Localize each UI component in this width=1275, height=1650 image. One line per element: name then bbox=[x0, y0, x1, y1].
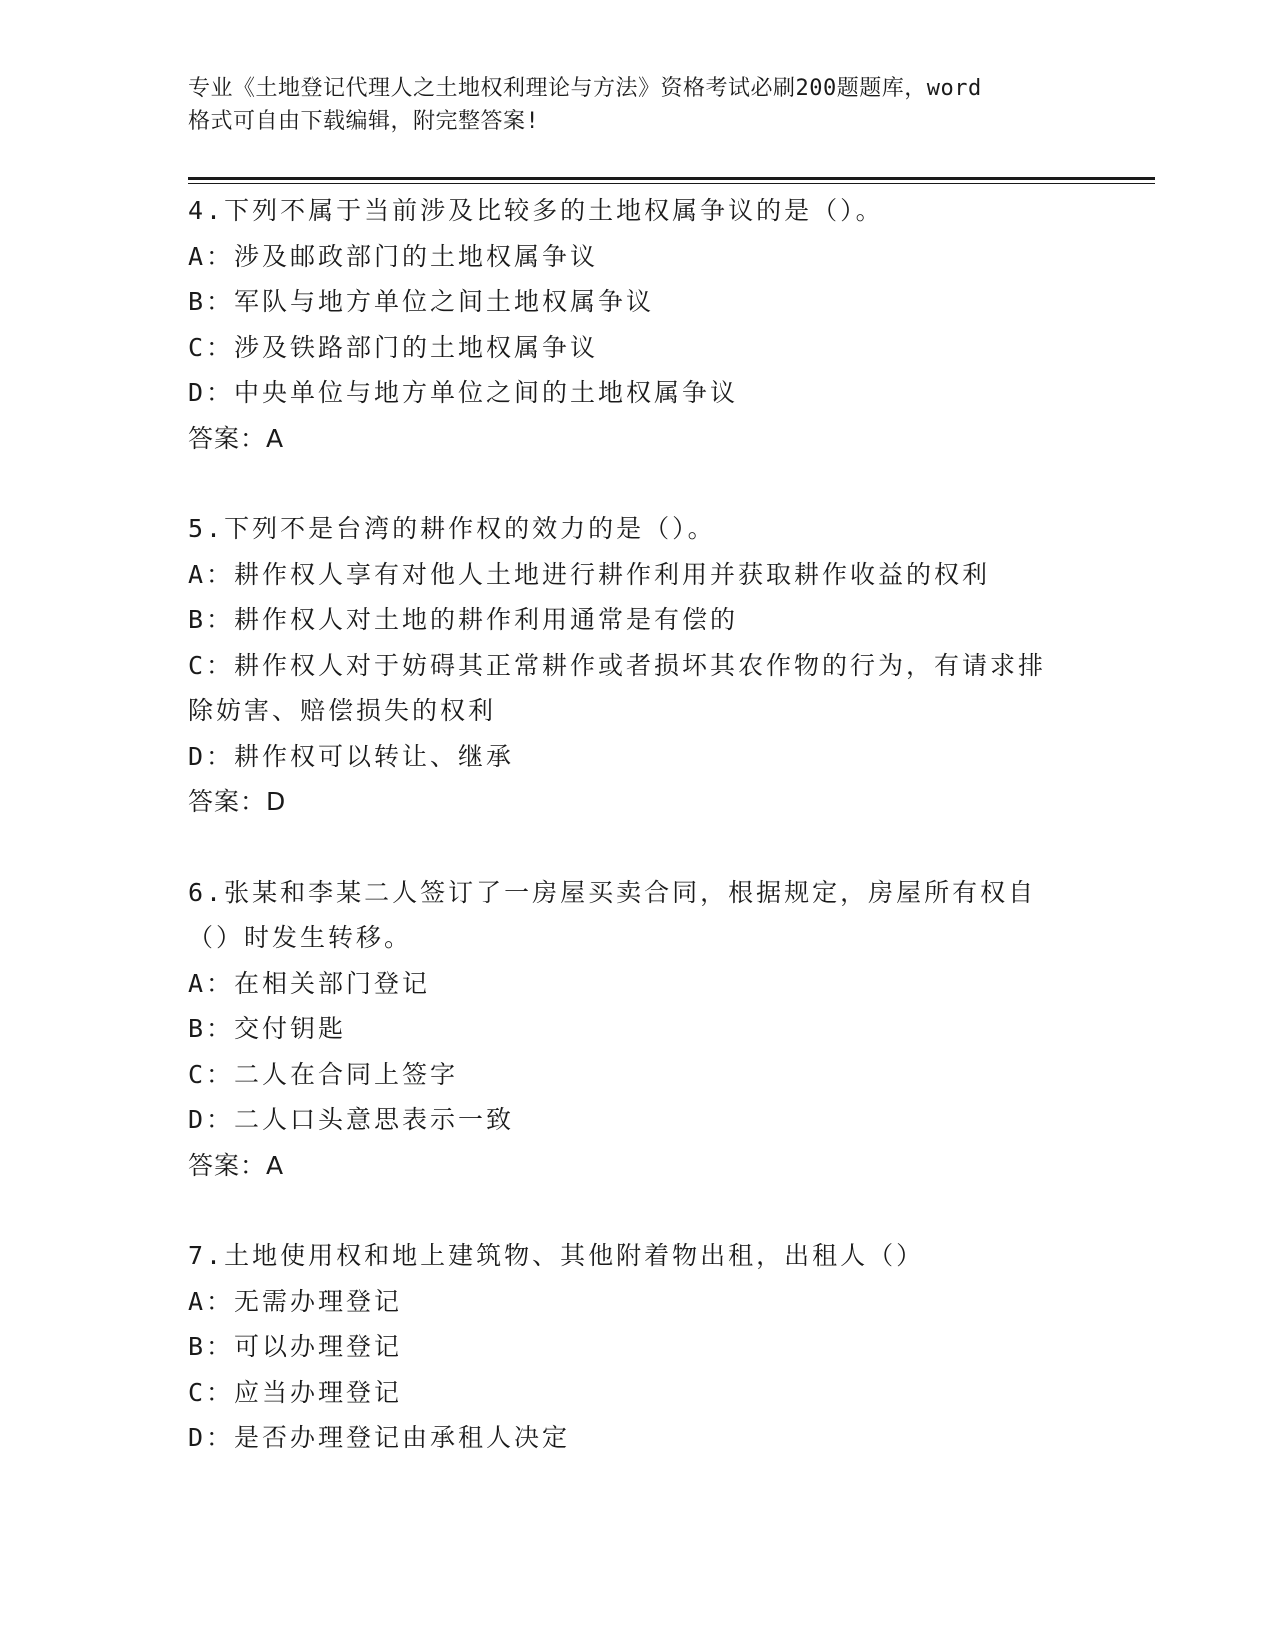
option-a: A：在相关部门登记 bbox=[188, 968, 431, 998]
question-stem: 4.下列不属于当前涉及比较多的土地权属争议的是（）。 bbox=[188, 196, 884, 225]
option-d: D：是否办理登记由承租人决定 bbox=[188, 1423, 571, 1452]
option-b: B：交付钥匙 bbox=[188, 1014, 347, 1043]
option-b: B：军队与地方单位之间土地权属争议 bbox=[188, 287, 655, 316]
option-c: C：二人在合同上签字 bbox=[188, 1059, 459, 1089]
question-block-4 bbox=[188, 188, 1088, 461]
option-b: B：可以办理登记 bbox=[188, 1332, 403, 1361]
header-line-1: 专业《土地登记代理人之土地权利理论与方法》资格考试必刷200题题库，word bbox=[188, 76, 982, 101]
option-c: C：耕作权人对于妨碍其正常耕作或者损坏其农作物的行为，有请求排 bbox=[188, 650, 1047, 680]
option-d: D：耕作权可以转让、继承 bbox=[188, 741, 515, 771]
header-line-2: 格式可自由下载编辑，附完整答案! bbox=[188, 109, 540, 134]
option-a: A：涉及邮政部门的土地权属争议 bbox=[188, 241, 599, 271]
answer-line: 答案：D bbox=[188, 787, 287, 816]
answer-line: 答案：A bbox=[188, 1150, 285, 1180]
option-a: A：耕作权人享有对他人土地进行耕作利用并获取耕作收益的权利 bbox=[188, 559, 991, 589]
option-c: C：应当办理登记 bbox=[188, 1377, 403, 1407]
option-d: D：中央单位与地方单位之间的土地权属争议 bbox=[188, 378, 739, 407]
question-block-6 bbox=[188, 870, 1088, 1189]
question-stem: 6.张某和李某二人签订了一房屋买卖合同，根据规定，房屋所有权自 bbox=[188, 877, 1037, 907]
question-block-7 bbox=[188, 1233, 1088, 1461]
header-rule-thick bbox=[188, 177, 1155, 180]
header-rule-thin bbox=[188, 183, 1155, 184]
option-c-continued: 除妨害、赔偿损失的权利 bbox=[188, 696, 497, 725]
question-block-5 bbox=[188, 506, 1088, 825]
question-stem-continued: （）时发生转移。 bbox=[188, 923, 413, 952]
option-d: D：二人口头意思表示一致 bbox=[188, 1105, 515, 1134]
option-a: A：无需办理登记 bbox=[188, 1286, 403, 1316]
answer-line: 答案：A bbox=[188, 423, 285, 453]
option-c: C：涉及铁路部门的土地权属争议 bbox=[188, 332, 599, 362]
document-header bbox=[188, 72, 1068, 138]
option-b: B：耕作权人对土地的耕作利用通常是有偿的 bbox=[188, 605, 739, 634]
question-list bbox=[188, 188, 1088, 1461]
question-stem: 7.土地使用权和地上建筑物、其他附着物出租，出租人（） bbox=[188, 1241, 925, 1270]
question-stem: 5.下列不是台湾的耕作权的效力的是（）。 bbox=[188, 514, 716, 543]
